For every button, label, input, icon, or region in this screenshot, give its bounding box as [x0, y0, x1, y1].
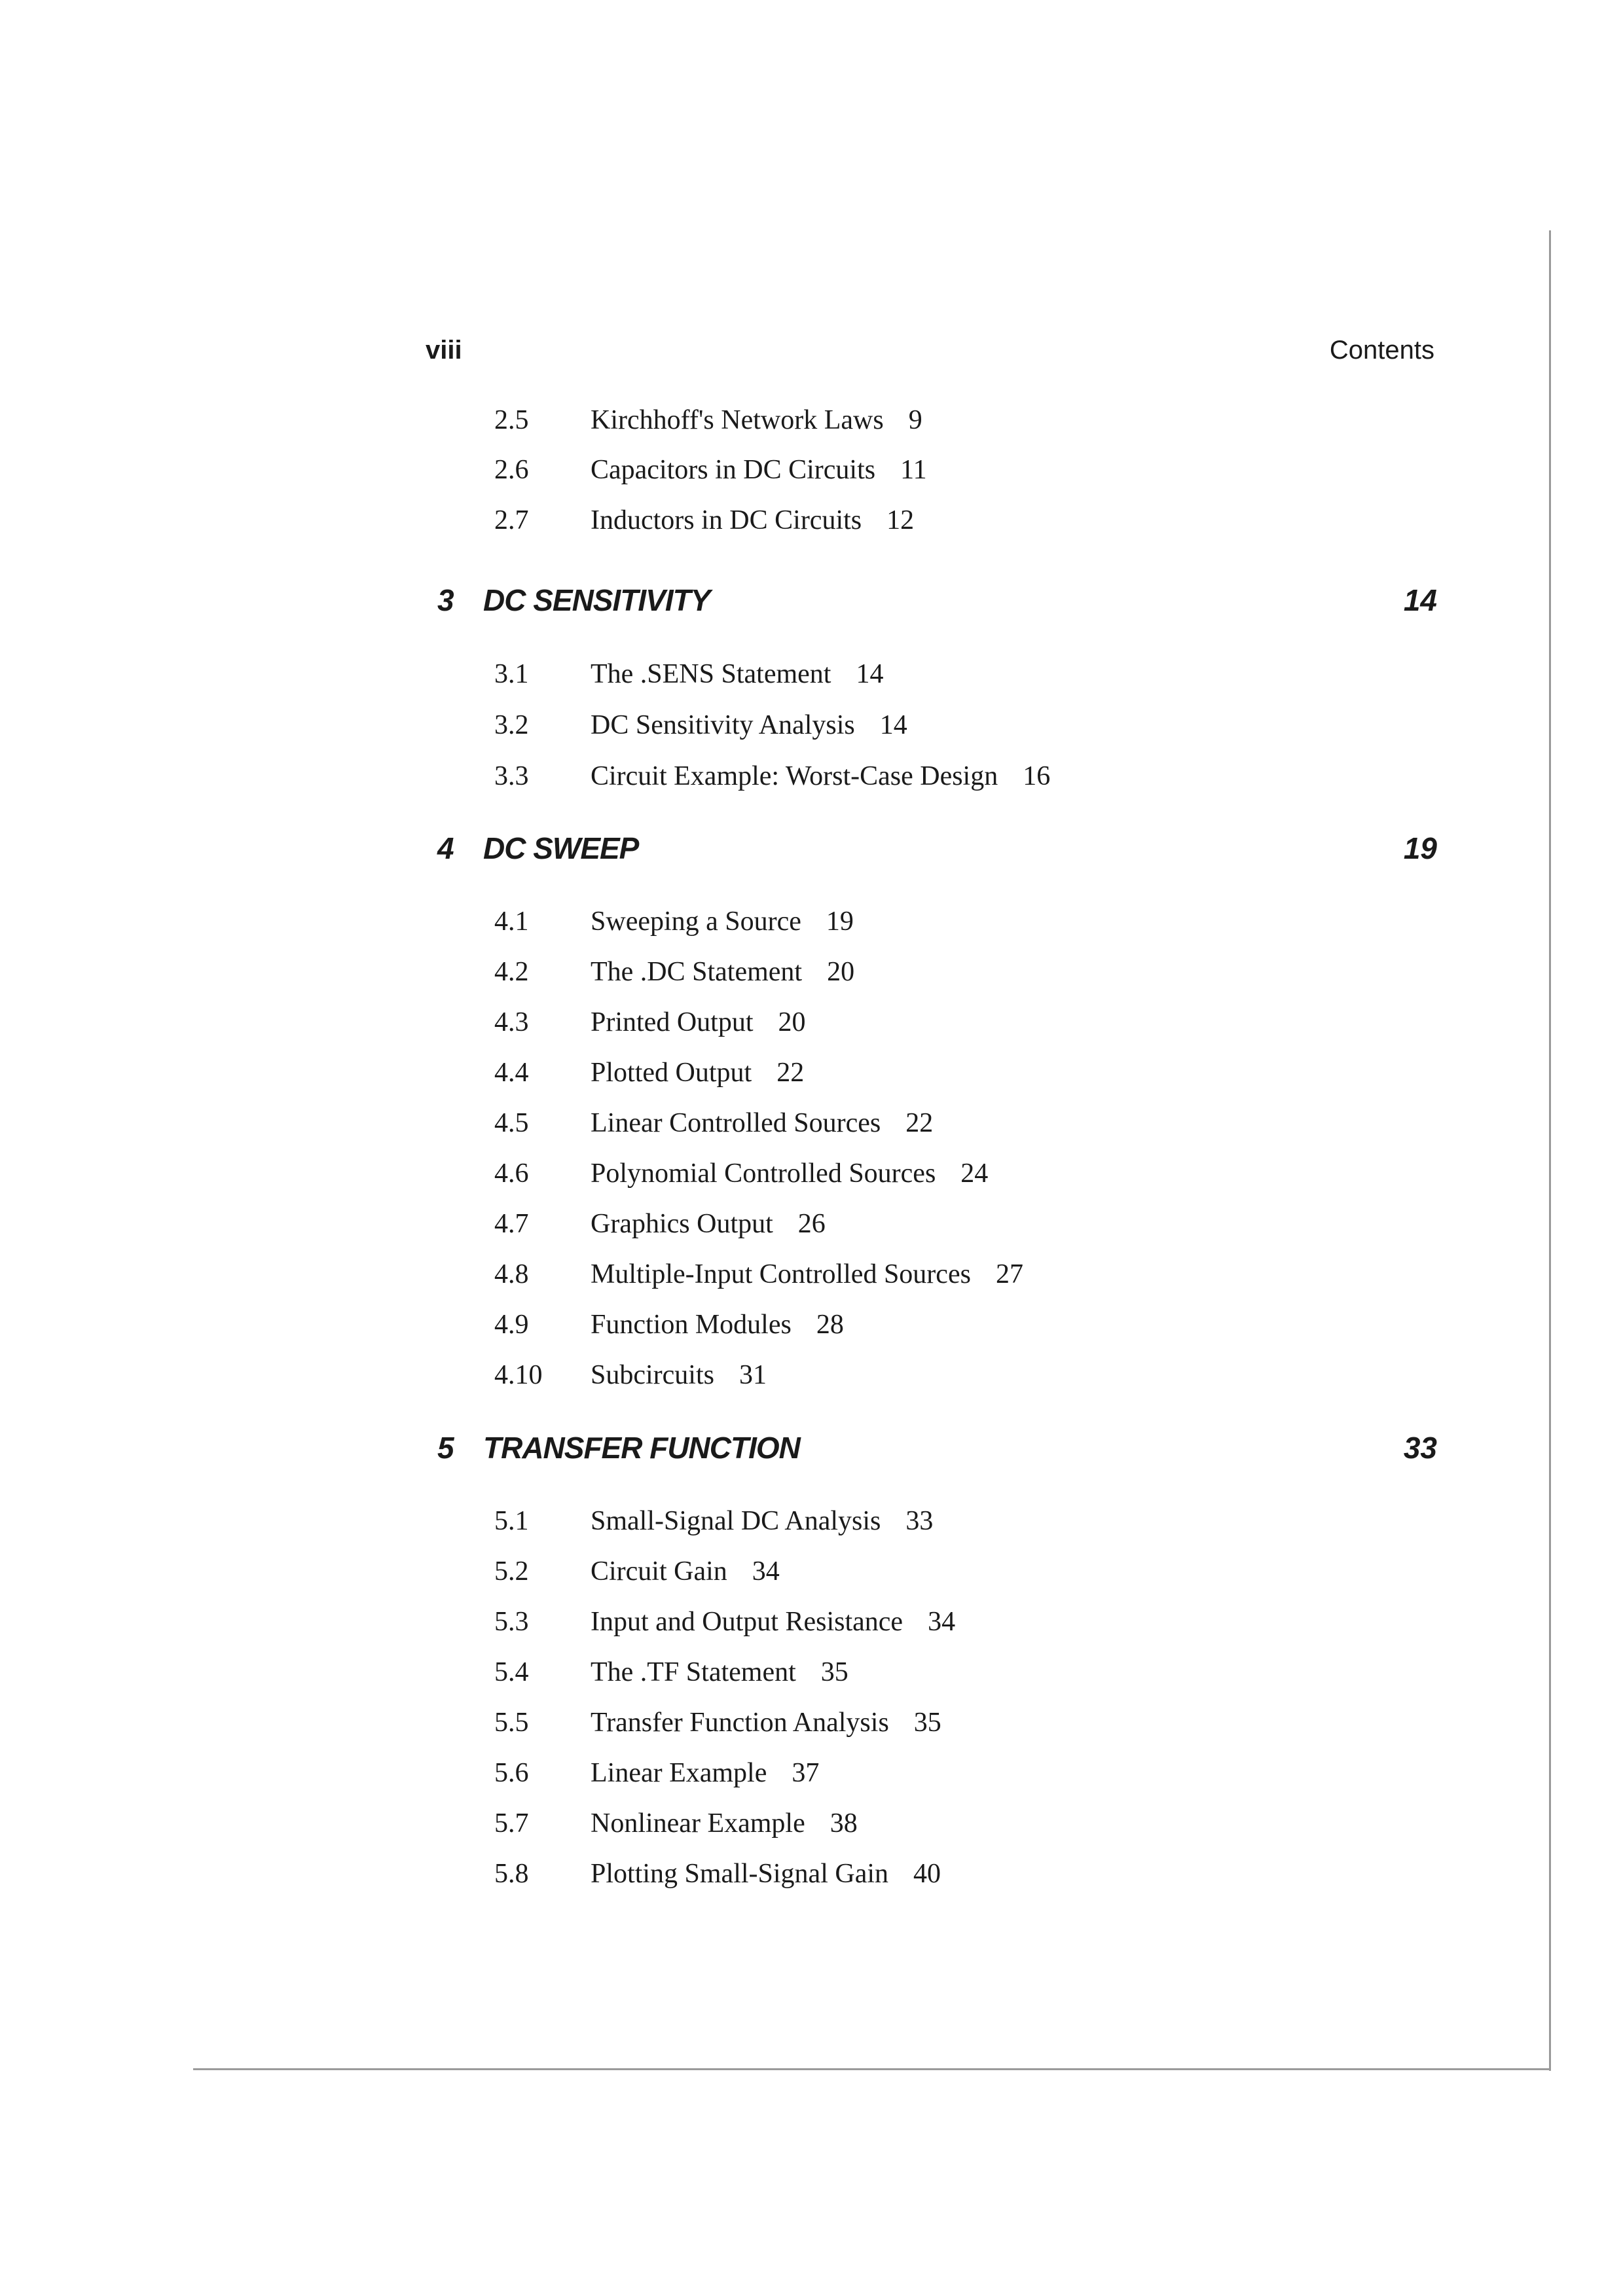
section-number: 5.5 — [494, 1708, 529, 1738]
section-number: 5.6 — [494, 1758, 529, 1788]
chapter-heading — [432, 829, 1437, 868]
page-number: viii — [426, 336, 462, 365]
section-title: Plotted Output — [591, 1058, 752, 1088]
section-title: Linear Example — [591, 1758, 767, 1788]
section-page: 16 — [1023, 761, 1051, 791]
toc-entry — [494, 1501, 933, 1541]
section-number: 5.3 — [494, 1607, 529, 1637]
chapter-title: DC SWEEP — [483, 831, 639, 865]
toc-entry — [494, 1753, 819, 1793]
section-title: Transfer Function Analysis — [591, 1708, 889, 1738]
toc-entry — [494, 757, 1050, 796]
section-page: 11 — [900, 455, 927, 485]
scan-frame-right-edge — [1549, 230, 1551, 2071]
section-page: 38 — [830, 1808, 858, 1839]
section-number: 3.1 — [494, 659, 529, 689]
section-number: 4.4 — [494, 1058, 529, 1088]
section-number: 2.6 — [494, 455, 529, 485]
section-title: Capacitors in DC Circuits — [591, 455, 876, 485]
section-page: 31 — [739, 1360, 767, 1390]
toc-entry — [494, 1355, 767, 1395]
section-page: 20 — [827, 957, 855, 987]
chapter-title: TRANSFER FUNCTION — [483, 1431, 800, 1465]
section-number: 2.5 — [494, 405, 529, 435]
toc-entry — [494, 1204, 826, 1244]
section-title: Plotting Small-Signal Gain — [591, 1859, 889, 1889]
section-page: 20 — [778, 1007, 806, 1037]
toc-entry — [494, 1053, 804, 1092]
section-number: 3.2 — [494, 710, 529, 740]
section-title: Small-Signal DC Analysis — [591, 1506, 881, 1536]
toc-entry — [494, 450, 927, 490]
section-title: Polynomial Controlled Sources — [591, 1158, 936, 1189]
scan-frame-bottom-edge — [193, 2068, 1551, 2070]
section-page: 14 — [879, 710, 907, 740]
toc-entry — [494, 1103, 933, 1143]
section-title: Circuit Example: Worst-Case Design — [591, 761, 998, 791]
chapter-heading — [432, 581, 1437, 620]
section-page: 26 — [797, 1209, 826, 1239]
section-page: 37 — [792, 1758, 820, 1788]
section-page: 12 — [886, 505, 915, 535]
section-title: Kirchhoff's Network Laws — [591, 405, 884, 435]
chapter-page: 19 — [1403, 831, 1437, 865]
section-number: 5.7 — [494, 1808, 529, 1839]
section-page: 27 — [995, 1259, 1023, 1289]
section-title: Multiple-Input Controlled Sources — [591, 1259, 971, 1289]
chapter-heading — [432, 1428, 1437, 1467]
chapter-page: 33 — [1403, 1431, 1437, 1465]
section-page: 24 — [960, 1158, 989, 1189]
section-title: Linear Controlled Sources — [591, 1108, 881, 1138]
section-page: 19 — [826, 906, 854, 937]
section-title: The .SENS Statement — [591, 659, 831, 689]
section-title: Subcircuits — [591, 1360, 714, 1390]
section-number: 2.7 — [494, 505, 529, 535]
section-title: Nonlinear Example — [591, 1808, 805, 1839]
section-page: 22 — [905, 1108, 934, 1138]
section-title: Graphics Output — [591, 1209, 773, 1239]
toc-entry — [494, 1703, 941, 1742]
section-number: 4.10 — [494, 1360, 543, 1390]
toc-entry — [494, 1602, 955, 1641]
running-title: Contents — [1329, 336, 1434, 365]
toc-entry — [494, 902, 854, 941]
section-title: DC Sensitivity Analysis — [591, 710, 855, 740]
section-number: 4.9 — [494, 1310, 529, 1340]
section-page: 35 — [913, 1708, 941, 1738]
toc-entry — [494, 1154, 988, 1193]
toc-entry — [494, 952, 854, 992]
section-title: Function Modules — [591, 1310, 792, 1340]
section-title: Input and Output Resistance — [591, 1607, 903, 1637]
chapter-number: 3 — [437, 583, 454, 617]
toc-entry — [494, 1003, 806, 1042]
section-page: 35 — [820, 1657, 848, 1687]
section-title: Circuit Gain — [591, 1556, 727, 1587]
toc-entry — [494, 1653, 848, 1692]
toc-entry — [494, 501, 914, 540]
section-title: Inductors in DC Circuits — [591, 505, 862, 535]
section-number: 5.8 — [494, 1859, 529, 1889]
section-title: The .TF Statement — [591, 1657, 796, 1687]
chapter-title: DC SENSITIVITY — [483, 583, 710, 617]
section-page: 40 — [913, 1859, 941, 1889]
section-number: 4.6 — [494, 1158, 529, 1189]
section-number: 5.4 — [494, 1657, 529, 1687]
toc-entry — [494, 1305, 844, 1344]
section-number: 4.5 — [494, 1108, 529, 1138]
section-number: 4.3 — [494, 1007, 529, 1037]
section-page: 33 — [905, 1506, 934, 1536]
chapter-page: 14 — [1403, 583, 1437, 617]
section-page: 14 — [856, 659, 884, 689]
section-number: 3.3 — [494, 761, 529, 791]
chapter-number: 4 — [437, 831, 454, 865]
section-title: Sweeping a Source — [591, 906, 801, 937]
section-page: 22 — [776, 1058, 805, 1088]
section-number: 5.1 — [494, 1506, 529, 1536]
section-number: 5.2 — [494, 1556, 529, 1587]
toc-entry — [494, 1552, 780, 1591]
toc-entry — [494, 1854, 941, 1893]
section-page: 34 — [928, 1607, 956, 1637]
section-number: 4.1 — [494, 906, 529, 937]
toc-entry — [494, 401, 922, 440]
section-page: 34 — [752, 1556, 780, 1587]
toc-entry — [494, 1255, 1023, 1294]
toc-entry — [494, 655, 883, 694]
section-page: 9 — [908, 405, 922, 435]
toc-entry — [494, 706, 907, 745]
section-number: 4.7 — [494, 1209, 529, 1239]
toc-entry — [494, 1804, 858, 1843]
section-title: The .DC Statement — [591, 957, 803, 987]
section-title: Printed Output — [591, 1007, 754, 1037]
section-number: 4.2 — [494, 957, 529, 987]
section-number: 4.8 — [494, 1259, 529, 1289]
section-page: 28 — [816, 1310, 844, 1340]
chapter-number: 5 — [437, 1431, 454, 1465]
